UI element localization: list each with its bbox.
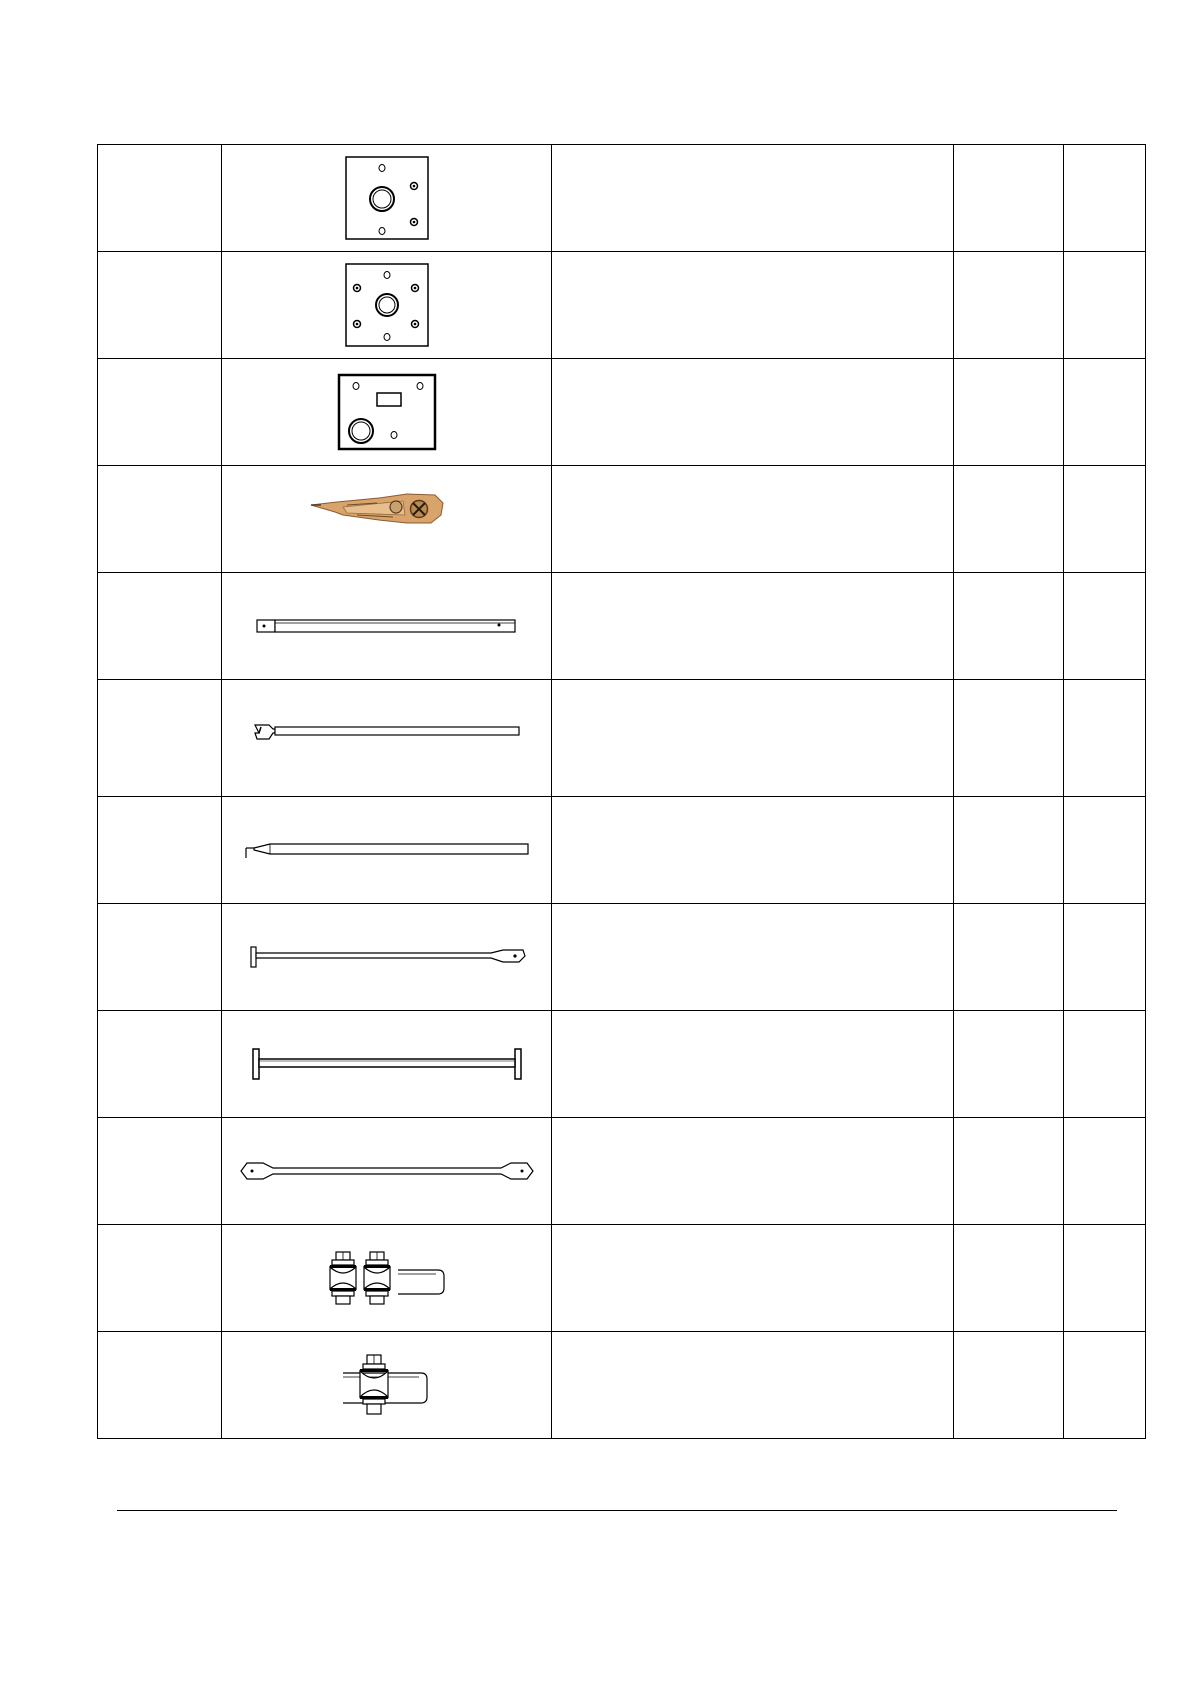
- part-description-cell: [552, 904, 954, 1011]
- part-number-cell: [98, 797, 222, 904]
- part-drawing-cell: [222, 1011, 552, 1118]
- part-number-cell: [98, 1011, 222, 1118]
- strap-rod-icon: [237, 1159, 537, 1183]
- part-quantity-cell: [954, 680, 1064, 797]
- part-quantity-cell: [954, 145, 1064, 252]
- part-drawing-cell: [222, 797, 552, 904]
- part-description-cell: [552, 797, 954, 904]
- part-check-cell: [1064, 145, 1146, 252]
- part-drawing-cell: [222, 1332, 552, 1439]
- part-check-cell: [1064, 252, 1146, 359]
- part-check-cell: [1064, 1011, 1146, 1118]
- part-number-cell: [98, 359, 222, 466]
- part-number-cell: [98, 1225, 222, 1332]
- part-check-cell: [1064, 797, 1146, 904]
- part-drawing-cell: [222, 904, 552, 1011]
- table-row: [98, 1011, 1146, 1118]
- part-check-cell: [1064, 359, 1146, 466]
- part-drawing-cell: [222, 252, 552, 359]
- part-number-cell: [98, 145, 222, 252]
- part-description-cell: [552, 680, 954, 797]
- part-check-cell: [1064, 1225, 1146, 1332]
- part-description-cell: [552, 1332, 954, 1439]
- part-quantity-cell: [954, 252, 1064, 359]
- part-quantity-cell: [954, 573, 1064, 680]
- table-row: [98, 145, 1146, 252]
- brass-bracket-icon: [307, 485, 467, 535]
- part-quantity-cell: [954, 1011, 1064, 1118]
- part-drawing-cell: [222, 1225, 552, 1332]
- part-description-cell: [552, 145, 954, 252]
- part-quantity-cell: [954, 904, 1064, 1011]
- part-quantity-cell: [954, 466, 1064, 573]
- part-quantity-cell: [954, 1225, 1064, 1332]
- table-row: [98, 252, 1146, 359]
- table-row: [98, 359, 1146, 466]
- table-row: [98, 797, 1146, 904]
- square-plate-round-hole-icon: [342, 153, 432, 243]
- part-check-cell: [1064, 904, 1146, 1011]
- part-description-cell: [552, 252, 954, 359]
- part-check-cell: [1064, 1118, 1146, 1225]
- part-drawing-cell: [222, 145, 552, 252]
- single-roller-bracket-icon: [339, 1351, 435, 1419]
- part-description-cell: [552, 359, 954, 466]
- part-description-cell: [552, 1225, 954, 1332]
- part-check-cell: [1064, 680, 1146, 797]
- part-drawing-cell: [222, 680, 552, 797]
- part-number-cell: [98, 252, 222, 359]
- footer-divider: [117, 1510, 1117, 1511]
- part-number-cell: [98, 1118, 222, 1225]
- part-number-cell: [98, 1332, 222, 1439]
- part-description-cell: [552, 1118, 954, 1225]
- part-check-cell: [1064, 573, 1146, 680]
- table-row: [98, 1118, 1146, 1225]
- square-plate-four-bolts-icon: [342, 260, 432, 350]
- part-description-cell: [552, 1011, 954, 1118]
- part-description-cell: [552, 466, 954, 573]
- part-check-cell: [1064, 1332, 1146, 1439]
- t-end-rod-icon: [247, 944, 527, 970]
- part-drawing-cell: [222, 359, 552, 466]
- part-number-cell: [98, 573, 222, 680]
- part-quantity-cell: [954, 1332, 1064, 1439]
- table-row: [98, 904, 1146, 1011]
- part-drawing-cell: [222, 573, 552, 680]
- table-row: [98, 680, 1146, 797]
- tapered-rod-icon: [242, 838, 532, 862]
- part-number-cell: [98, 680, 222, 797]
- double-roller-bracket-icon: [322, 1248, 452, 1308]
- parts-list-table: [97, 144, 1146, 1439]
- part-number-cell: [98, 466, 222, 573]
- part-drawing-cell: [222, 466, 552, 573]
- part-description-cell: [552, 573, 954, 680]
- table-row: [98, 573, 1146, 680]
- part-quantity-cell: [954, 359, 1064, 466]
- table-row: [98, 1225, 1146, 1332]
- table-row: [98, 1332, 1146, 1439]
- part-quantity-cell: [954, 797, 1064, 904]
- part-check-cell: [1064, 466, 1146, 573]
- square-plate-slot-icon: [335, 371, 439, 453]
- flat-bar-icon: [255, 616, 519, 636]
- double-t-bar-icon: [249, 1046, 525, 1082]
- part-drawing-cell: [222, 1118, 552, 1225]
- part-number-cell: [98, 904, 222, 1011]
- part-quantity-cell: [954, 1118, 1064, 1225]
- tie-bar-notched-icon: [251, 719, 523, 743]
- table-row: [98, 466, 1146, 573]
